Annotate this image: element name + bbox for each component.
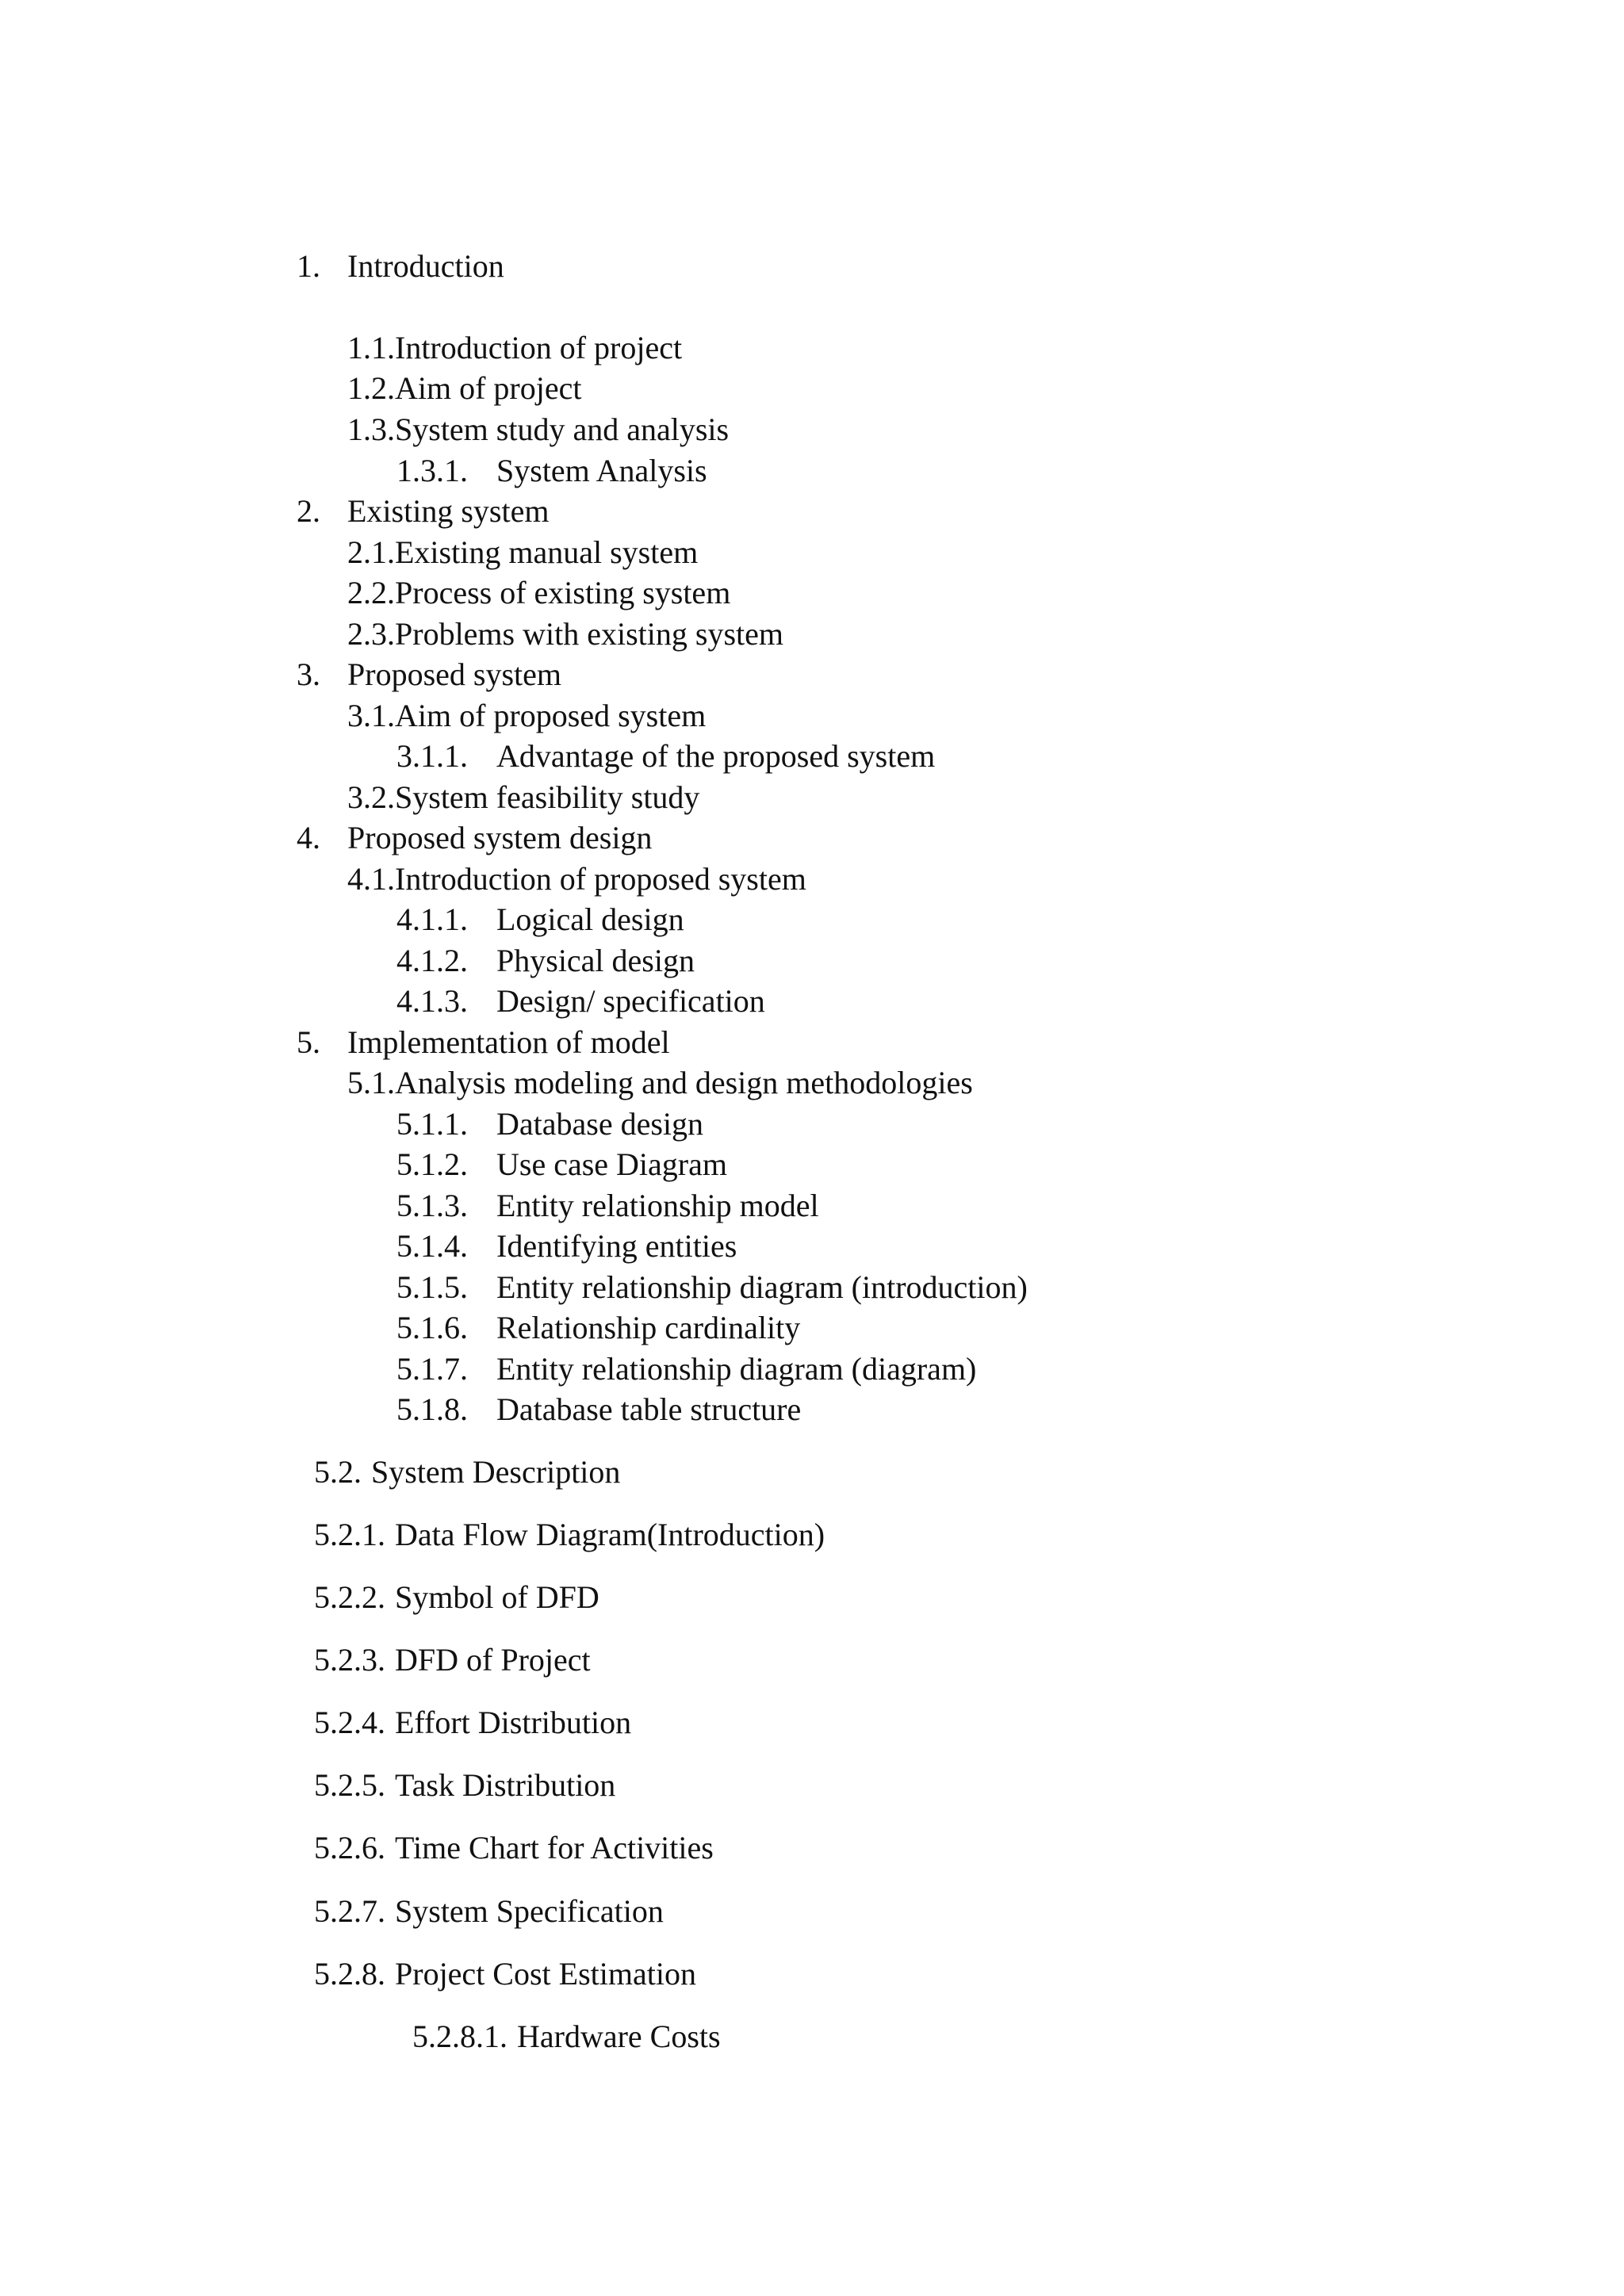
toc-section xyxy=(347,329,682,367)
toc-number: 3.1. xyxy=(347,698,395,733)
toc-number: 5.1.4. xyxy=(396,1228,468,1264)
toc-title: Introduction of proposed system xyxy=(395,861,806,897)
toc-title: Advantage of the proposed system xyxy=(496,738,936,774)
toc-section xyxy=(347,779,699,817)
toc-number: 5. xyxy=(297,1024,320,1060)
toc-title: Implementation of model xyxy=(347,1024,670,1060)
toc-number: 5.2.1. xyxy=(314,1517,385,1552)
toc-title: Physical design xyxy=(496,943,695,978)
toc-number: 4.1. xyxy=(347,861,395,897)
toc-number: 5.1.6. xyxy=(396,1310,468,1345)
toc-subsection xyxy=(396,1227,737,1265)
toc-subsection xyxy=(396,1105,703,1143)
toc-number: 2.3. xyxy=(347,616,395,652)
toc-title: Design/ specification xyxy=(496,983,765,1019)
toc-number: 5.2.8.1. xyxy=(412,2019,508,2054)
toc-title: Task Distribution xyxy=(395,1767,616,1803)
toc-subsection xyxy=(396,1146,727,1184)
toc-subsection xyxy=(396,737,935,775)
toc-title: Aim of project xyxy=(395,370,582,406)
toc-number: 5.1.3. xyxy=(396,1188,468,1223)
toc-title: Time Chart for Activities xyxy=(395,1830,714,1866)
toc-number: 5.1.5. xyxy=(396,1269,468,1305)
toc-title: System Specification xyxy=(395,1893,664,1929)
toc-section xyxy=(347,615,783,653)
toc-title: System feasibility study xyxy=(395,779,700,815)
toc-section xyxy=(347,534,698,572)
toc-title: Database table structure xyxy=(496,1391,802,1427)
toc-section xyxy=(347,574,730,612)
toc-number: 5.2.6. xyxy=(314,1830,385,1866)
toc-number: 5.2.8. xyxy=(314,1956,385,1992)
toc-subsection xyxy=(396,1269,1028,1307)
toc-number: 5.1.2. xyxy=(396,1146,468,1182)
toc-number: 3. xyxy=(297,656,320,692)
toc-subsection xyxy=(396,452,707,490)
toc-section xyxy=(314,1453,620,1491)
toc-number: 3.1.1. xyxy=(396,738,468,774)
toc-title: Project Cost Estimation xyxy=(395,1956,696,1992)
toc-title: Relationship cardinality xyxy=(496,1310,801,1345)
toc-number: 2. xyxy=(297,493,320,529)
toc-chapter xyxy=(297,819,652,857)
toc-subsection xyxy=(396,1350,976,1388)
toc-title: Analysis modeling and design methodologies xyxy=(395,1065,973,1100)
toc-title: Use case Diagram xyxy=(496,1146,727,1182)
toc-number: 4.1.3. xyxy=(396,983,468,1019)
toc-number: 5.2.3. xyxy=(314,1642,385,1678)
toc-title: Existing manual system xyxy=(395,534,699,570)
toc-subsection xyxy=(314,1955,696,1993)
toc-number: 1.3.1. xyxy=(396,453,468,488)
toc-section xyxy=(347,1064,973,1102)
toc-title: Symbol of DFD xyxy=(395,1579,599,1615)
toc-subsection xyxy=(396,901,684,939)
toc-subsubsection xyxy=(412,2018,721,2056)
toc-number: 5.1.7. xyxy=(396,1351,468,1387)
toc-chapter xyxy=(297,1024,670,1062)
toc-number: 2.2. xyxy=(347,575,395,610)
toc-title: Data Flow Diagram(Introduction) xyxy=(395,1517,825,1552)
toc-title: Effort Distribution xyxy=(395,1705,632,1740)
toc-title: Logical design xyxy=(496,901,684,937)
toc-subsection xyxy=(314,1766,615,1804)
toc-chapter xyxy=(297,247,504,285)
toc-number: 1.2. xyxy=(347,370,395,406)
toc-title: Entity relationship model xyxy=(496,1188,819,1223)
toc-number: 4.1.1. xyxy=(396,901,468,937)
toc-chapter xyxy=(297,492,549,530)
toc-subsection xyxy=(314,1829,714,1867)
toc-number: 5.1. xyxy=(347,1065,395,1100)
toc-title: System Description xyxy=(371,1454,621,1490)
toc-number: 5.1.8. xyxy=(396,1391,468,1427)
toc-number: 5.2.2. xyxy=(314,1579,385,1615)
toc-subsection xyxy=(314,1704,631,1742)
toc-title: Existing system xyxy=(347,493,550,529)
toc-number: 5.2.4. xyxy=(314,1705,385,1740)
toc-number: 5.2.5. xyxy=(314,1767,385,1803)
toc-title: System Analysis xyxy=(496,453,707,488)
toc-title: Entity relationship diagram (diagram) xyxy=(496,1351,977,1387)
toc-subsection xyxy=(396,982,765,1020)
toc-section xyxy=(347,369,582,408)
toc-title: Hardware Costs xyxy=(517,2019,721,2054)
toc-subsection xyxy=(314,1516,825,1554)
toc-subsection xyxy=(314,1578,599,1617)
toc-number: 5.1.1. xyxy=(396,1106,468,1142)
toc-title: Identifying entities xyxy=(496,1228,737,1264)
toc-subsection xyxy=(314,1641,591,1679)
toc-number: 1.3. xyxy=(347,411,395,447)
toc-number: 3.2. xyxy=(347,779,395,815)
toc-subsection xyxy=(396,1187,819,1225)
toc-number: 4. xyxy=(297,820,320,855)
toc-title: Introduction xyxy=(347,248,504,284)
toc-title: System study and analysis xyxy=(395,411,730,447)
toc-number: 4.1.2. xyxy=(396,943,468,978)
toc-title: Database design xyxy=(496,1106,704,1142)
toc-number: 5.2.7. xyxy=(314,1893,385,1929)
toc-subsection xyxy=(314,1892,664,1931)
toc-section xyxy=(347,411,729,449)
toc-subsection xyxy=(396,942,695,980)
toc-number: 2.1. xyxy=(347,534,395,570)
toc-title: Problems with existing system xyxy=(395,616,783,652)
toc-title: Aim of proposed system xyxy=(395,698,707,733)
toc-title: Proposed system design xyxy=(347,820,653,855)
toc-title: Entity relationship diagram (introduction) xyxy=(496,1269,1028,1305)
toc-number: 1.1. xyxy=(347,330,395,365)
toc-title: Proposed system xyxy=(347,656,561,692)
toc-chapter xyxy=(297,656,561,694)
toc-title: DFD of Project xyxy=(395,1642,591,1678)
toc-number: 5.2. xyxy=(314,1454,362,1490)
toc-section xyxy=(347,697,706,735)
toc-section xyxy=(347,860,806,898)
toc-subsection xyxy=(396,1309,800,1347)
toc-subsection xyxy=(396,1391,801,1429)
toc-number: 1. xyxy=(297,248,320,284)
toc-title: Process of existing system xyxy=(395,575,731,610)
toc-title: Introduction of project xyxy=(395,330,683,365)
